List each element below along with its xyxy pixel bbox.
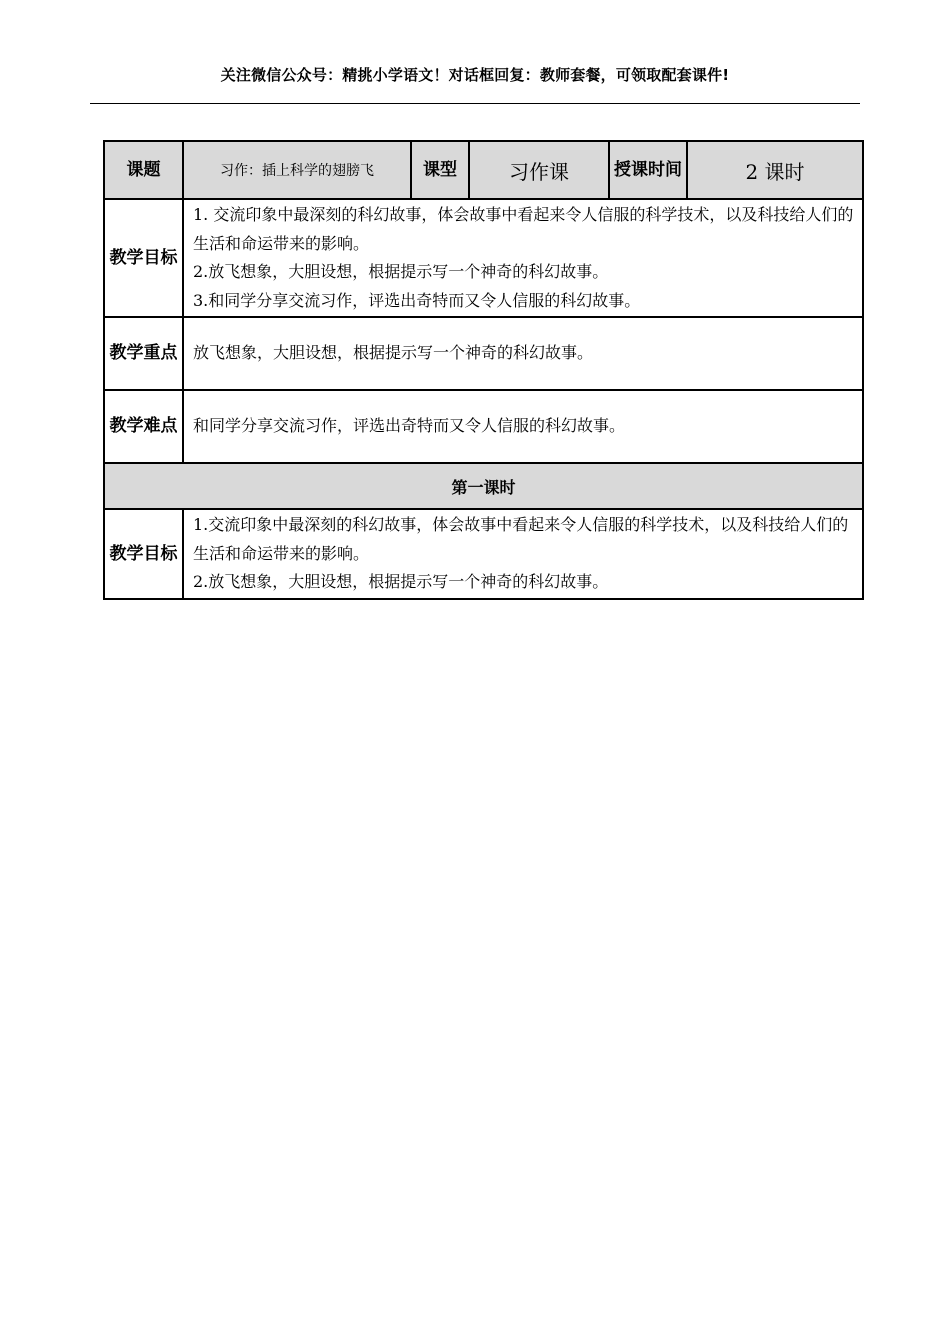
header-divider (90, 103, 860, 104)
goal-item: 1. 交流印象中最深刻的科幻故事，体会故事中看起来令人信服的科学技术，以及科技给人们的生活和命运带来的影响。 (193, 205, 854, 253)
topic-label: 课题 (104, 141, 183, 199)
topic-value: 习作：插上科学的翅膀飞 (183, 141, 411, 199)
lesson1-goals-content (183, 509, 863, 599)
goal-item: 2.放飞想象，大胆设想，根据提示写一个神奇的科幻故事。 (193, 572, 609, 592)
goals-row (104, 199, 863, 317)
time-value: 2 课时 (687, 141, 863, 199)
focus-row (104, 317, 863, 390)
focus-label: 教学重点 (104, 317, 183, 390)
goals-label: 教学目标 (104, 199, 183, 317)
goal-item: 1.交流印象中最深刻的科幻故事，体会故事中看起来令人信服的科学技术，以及科技给人们的生活和命运带来的影响。 (193, 515, 849, 563)
goals-content (183, 199, 863, 317)
time-label: 授课时间 (609, 141, 687, 199)
goal-item: 2.放飞想象，大胆设想，根据提示写一个神奇的科幻故事。 (193, 262, 609, 281)
section-title: 第一课时 (104, 463, 863, 509)
difficulty-label: 教学难点 (104, 390, 183, 463)
lesson1-goals-label: 教学目标 (104, 509, 183, 599)
section-row (104, 463, 863, 509)
lesson1-goals-row (104, 509, 863, 599)
difficulty-row (104, 390, 863, 463)
info-row (104, 141, 863, 199)
lesson-plan-table (103, 140, 864, 600)
difficulty-value: 和同学分享交流习作，评选出奇特而又令人信服的科幻故事。 (183, 390, 863, 463)
header-note: 关注微信公众号：精挑小学语文！对话框回复：教师套餐，可领取配套课件! (220, 66, 730, 84)
focus-value: 放飞想象，大胆设想，根据提示写一个神奇的科幻故事。 (183, 317, 863, 390)
type-value: 习作课 (469, 141, 609, 199)
type-label: 课型 (411, 141, 469, 199)
goal-item: 3.和同学分享交流习作，评选出奇特而又令人信服的科幻故事。 (193, 290, 641, 310)
